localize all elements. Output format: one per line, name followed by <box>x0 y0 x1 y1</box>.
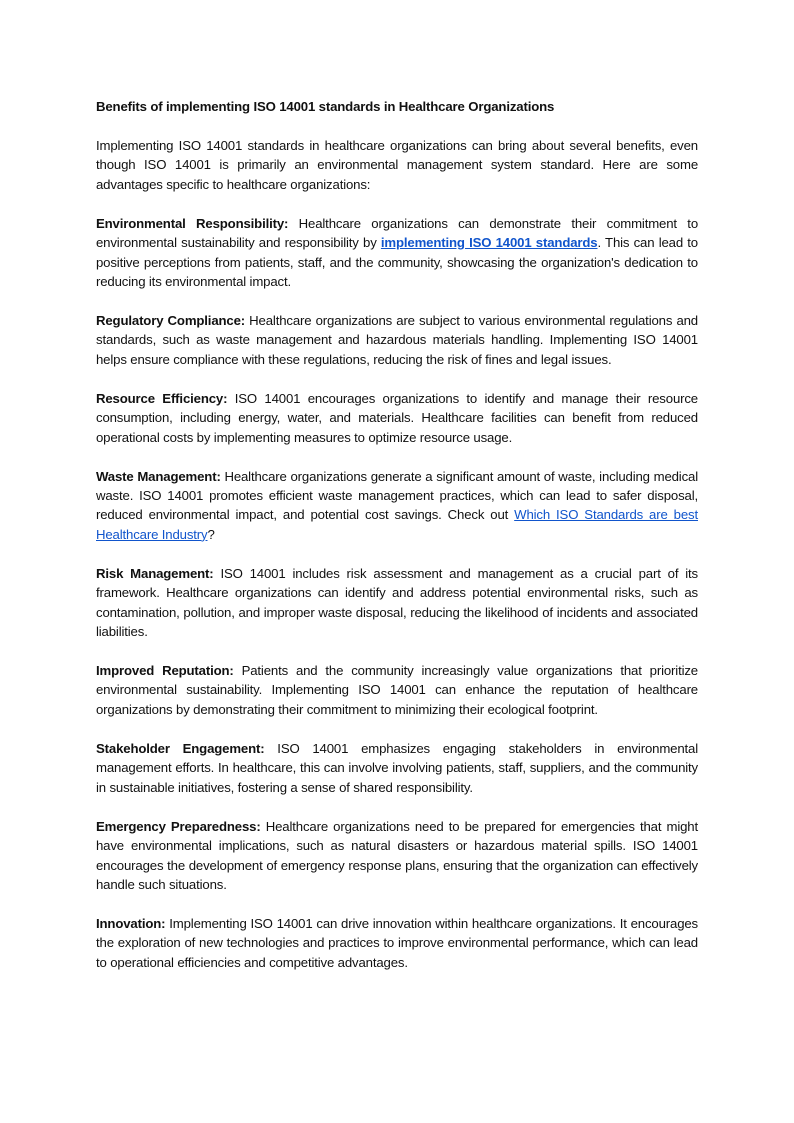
section-text: ISO 14001 includes risk assessment and management as a crucial part of its framework. Healthcare organizations can identify and address potential environmental risks, such as contamination, pollution, and improper waste disposal, reducing the likelihood of incidents and associated liabilities. <box>96 565 699 640</box>
section-innovation <box>96 914 698 972</box>
section-text: Implementing ISO 14001 can drive innovation within healthcare organizations. It encourages the exploration of new technologies and practices to improve environmental performance, which can lead to operational efficiencies and competitive advantages. <box>96 915 698 970</box>
section-regulatory-compliance <box>96 311 698 369</box>
intro-paragraph: Implementing ISO 14001 standards in healthcare organizations can bring about several benefits, even though ISO 14001 is primarily an environmental management system standard. Here are some advantages specific to healthcare organizations: <box>96 137 698 192</box>
section-improved-reputation <box>96 661 698 719</box>
section-label: Stakeholder Engagement: <box>96 740 265 756</box>
section-label: Resource Efficiency: <box>96 390 228 406</box>
section-resource-efficiency <box>96 389 698 447</box>
section-text: ISO 14001 encourages organizations to identify and manage their resource consumption, including energy, water, and materials. Healthcare facilities can benefit from reduced operational costs by implementing measures to optimize resource usage. <box>96 390 698 445</box>
section-text: Patients and the community increasingly value organizations that prioritize environmental sustainability. Implementing ISO 14001 can enhance the reputation of healthcare organizations by demonstrating their commitment to minimizing their ecological footprint. <box>96 663 698 717</box>
iso-standards-healthcare-link[interactable]: Which ISO Standards are best Healthcare Industry <box>96 507 698 542</box>
section-label: Innovation: <box>96 915 166 931</box>
section-label: Environmental Responsibility: <box>96 215 289 231</box>
section-text: Healthcare organizations generate a significant amount of waste, including medical waste. ISO 14001 promotes efficient waste management practices, which can lead to safer disposal, reduced environmental impact, and potential cost savings. Check out <box>96 468 698 523</box>
document-page <box>96 97 698 992</box>
section-text: ISO 14001 emphasizes engaging stakeholders in environmental management efforts. In healthcare, this can involve involving patients, staff, suppliers, and the community in sustainable initiatives, fostering a sense of shared responsibility. <box>96 740 699 795</box>
section-label: Waste Management: <box>96 468 221 484</box>
document-title: Benefits of implementing ISO 14001 standards in Healthcare Organizations <box>96 99 555 114</box>
section-label: Improved Reputation: <box>96 663 234 679</box>
section-label: Regulatory Compliance: <box>96 312 246 328</box>
iso-14001-link[interactable]: implementing ISO 14001 standards <box>380 235 598 251</box>
section-label: Risk Management: <box>96 565 214 581</box>
section-text: . This can lead to positive perceptions from patients, staff, and the community, showcasing the organization's dedication to reducing its environmental impact. <box>96 235 698 290</box>
section-stakeholder-engagement <box>96 739 698 797</box>
section-waste-management <box>96 467 698 545</box>
section-environmental-responsibility <box>96 214 698 292</box>
section-text: Healthcare organizations can demonstrate their commitment to environmental sustainability and responsibility by <box>96 215 699 251</box>
section-text: ? <box>207 526 215 542</box>
section-emergency-preparedness <box>96 817 698 895</box>
section-label: Emergency Preparedness: <box>96 818 261 834</box>
section-risk-management <box>96 564 698 642</box>
section-text: Healthcare organizations are subject to various environmental regulations and standards, such as waste management and hazardous materials handling. Implementing ISO 14001 helps ensure compliance with these regulations, reducing the risk of fines and legal issues. <box>96 312 698 367</box>
section-text: Healthcare organizations need to be prepared for emergencies that might have environmental implications, such as natural disasters or hazardous material spills. ISO 14001 encourages the development of emergency response plans, ensuring that the organization can effectively handle such situations. <box>96 818 698 892</box>
